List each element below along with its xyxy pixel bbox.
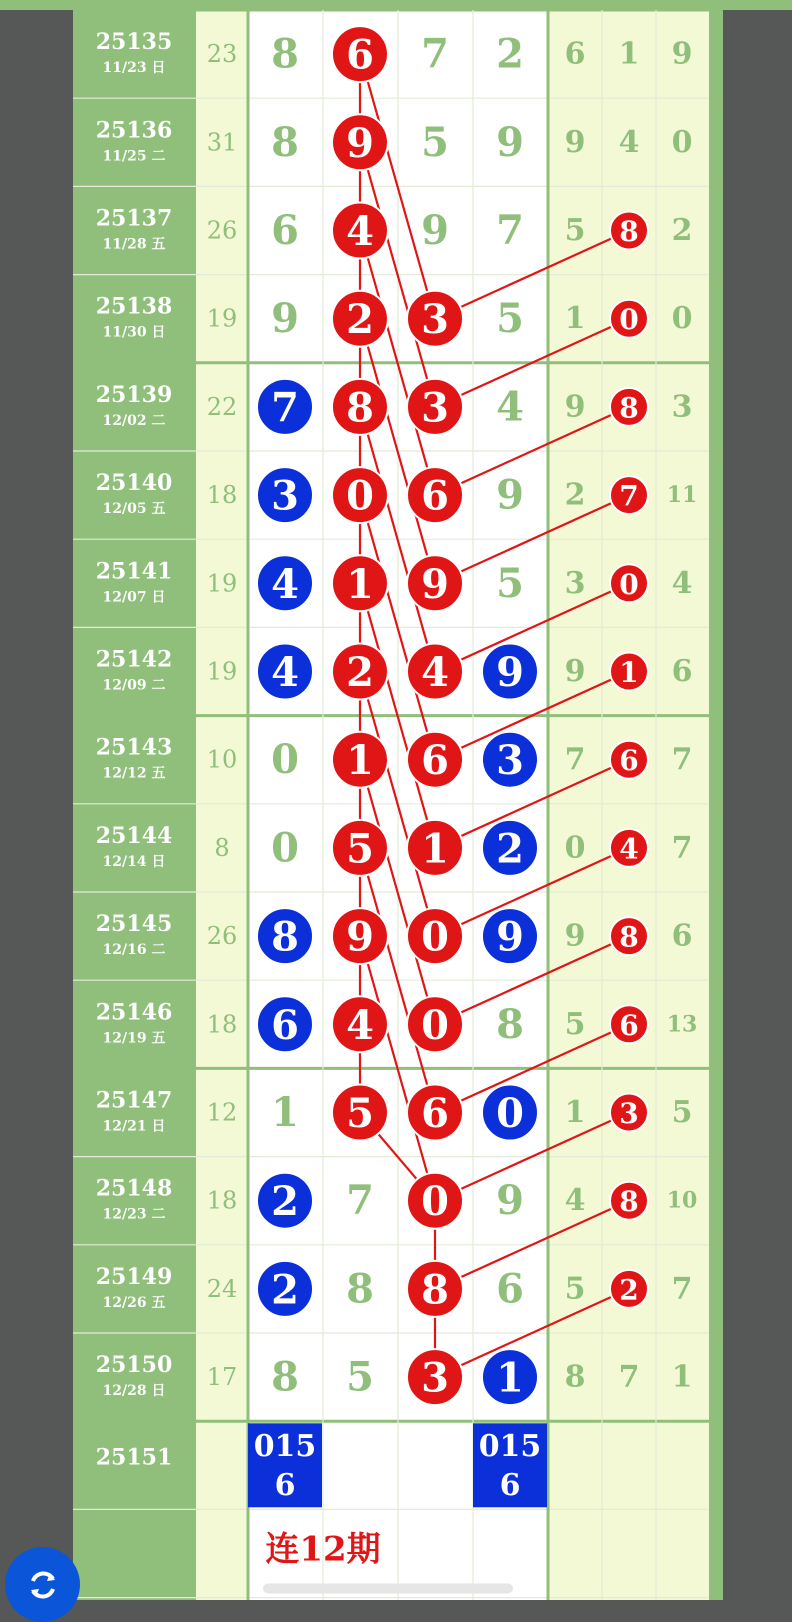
ball-digit: 0: [421, 1001, 449, 1049]
ball-digit: 3: [619, 1097, 639, 1130]
issue-number: 25137: [95, 205, 173, 232]
issue-date: 12/26 五: [102, 1294, 166, 1311]
tail-digit: 5: [671, 1095, 693, 1130]
issue-number: 25147: [95, 1087, 173, 1114]
digit: 5: [346, 1353, 374, 1401]
sum-value: 31: [206, 128, 238, 157]
ball-digit: 0: [496, 1090, 524, 1137]
ball-digit: 4: [271, 649, 299, 696]
issue-date: 12/02 二: [102, 412, 166, 429]
digit: 9: [496, 1177, 524, 1225]
digit: 9: [271, 295, 299, 343]
issue-date: 12/12 五: [102, 765, 166, 782]
ball-digit: 8: [619, 920, 639, 954]
tail-digit: 7: [671, 742, 693, 778]
sum-value: 24: [206, 1274, 238, 1303]
sum-value: 18: [206, 481, 238, 510]
tail-digit: 7: [671, 830, 693, 866]
digit: 6: [496, 1265, 524, 1313]
tail-digit: 9: [564, 918, 586, 954]
tail-digit: 9: [564, 389, 586, 425]
ball-digit: 6: [421, 1090, 449, 1137]
ball-digit: 8: [619, 215, 639, 248]
issue-date: 11/28 五: [102, 236, 166, 253]
ball-digit: 6: [346, 31, 374, 79]
next-issue-number: 25151: [95, 1444, 173, 1471]
ball-digit: 2: [496, 825, 524, 873]
ball-digit: 3: [496, 737, 524, 785]
digit: 8: [496, 1000, 524, 1048]
issue-date: 12/16 二: [102, 942, 166, 959]
ball-digit: 5: [346, 825, 374, 873]
digit: 5: [496, 559, 524, 607]
sum-value: 19: [206, 304, 238, 333]
tail-digit: 8: [564, 1359, 586, 1395]
issue-date: 12/19 五: [102, 1030, 166, 1047]
issue-number: 25140: [95, 470, 173, 497]
ball-digit: 9: [346, 913, 374, 961]
tail-digit: 2: [564, 477, 586, 513]
ball-digit: 4: [346, 208, 374, 255]
issue-number: 25146: [95, 999, 173, 1026]
tail-digit: 1: [671, 1359, 693, 1395]
ball-digit: 8: [421, 1266, 449, 1314]
tail-digit: 5: [564, 213, 586, 248]
ball-digit: 3: [421, 384, 449, 432]
tail-digit: 4: [618, 124, 640, 160]
tail-digit: 5: [564, 1006, 586, 1042]
sum-value: 19: [206, 657, 238, 686]
ball-digit: 1: [496, 1354, 524, 1402]
tail-digit: 4: [564, 1183, 586, 1219]
ball-digit: 2: [346, 649, 374, 696]
ball-digit: 2: [271, 1178, 299, 1226]
sum-value: 17: [206, 1363, 238, 1392]
sum-value: 26: [206, 216, 238, 245]
tail-digit: 1: [618, 36, 640, 72]
tail-digit: 7: [564, 742, 586, 778]
issue-date: 12/09 二: [102, 677, 166, 694]
tail-digit: 9: [671, 36, 693, 72]
sum-value: 18: [206, 1010, 238, 1039]
ball-digit: 8: [346, 384, 374, 432]
prediction-digits: 015: [478, 1428, 542, 1464]
prediction-digits: 6: [499, 1467, 521, 1503]
ball-digit: 6: [619, 744, 639, 778]
tail-digit: 0: [671, 301, 693, 337]
issue-date: 12/21 日: [102, 1118, 166, 1135]
ball-digit: 6: [271, 1001, 299, 1049]
tail-digit: 5: [564, 1271, 586, 1307]
right-edge-bg: [709, 10, 723, 1600]
tail-digit: 9: [564, 654, 586, 689]
ball-digit: 1: [421, 825, 449, 873]
digit: 7: [421, 30, 449, 78]
issue-number: 25139: [95, 381, 173, 408]
ball-digit: 4: [619, 832, 639, 866]
prediction-digits: 015: [253, 1428, 317, 1464]
tail-digit: 9: [564, 124, 586, 160]
tail-digit: 6: [671, 654, 693, 689]
sum-value: 8: [214, 833, 230, 862]
digit: 2: [496, 30, 524, 78]
digit: 1: [271, 1089, 299, 1136]
refresh-icon: [23, 1565, 63, 1605]
issue-date: 12/28 日: [102, 1383, 166, 1400]
issue-number: 25142: [95, 646, 173, 673]
sum-value: 22: [206, 392, 238, 421]
ball-digit: 1: [619, 656, 639, 689]
sum-value: 19: [206, 569, 238, 598]
issue-number: 25141: [95, 558, 173, 585]
trend-chart-panel: [73, 10, 723, 1600]
digit: 6: [271, 207, 299, 254]
sum-value: 26: [206, 922, 238, 951]
sum-value: 10: [206, 745, 238, 774]
digit: 8: [271, 118, 299, 166]
ball-digit: 3: [421, 1354, 449, 1402]
issue-number: 25135: [95, 29, 173, 56]
digit: 4: [496, 383, 524, 431]
ball-digit: 0: [421, 1178, 449, 1226]
ball-digit: 0: [421, 913, 449, 961]
issue-date: 12/23 二: [102, 1206, 166, 1223]
sum-value: 18: [206, 1186, 238, 1215]
issue-number: 25149: [95, 1263, 173, 1290]
digit: 9: [421, 207, 449, 254]
ball-digit: 5: [346, 1090, 374, 1137]
digit: 9: [496, 118, 524, 166]
ball-digit: 0: [619, 303, 639, 337]
issue-number: 25136: [95, 117, 173, 144]
tail-digit: 1: [564, 1095, 586, 1130]
ball-digit: 2: [619, 1273, 639, 1307]
issue-date: 12/07 日: [102, 589, 166, 606]
issue-date: 11/23 日: [102, 60, 166, 77]
issue-number: 25143: [95, 734, 173, 761]
issue-number: 25138: [95, 293, 173, 320]
scroll-indicator: [263, 1584, 513, 1594]
tail-digit: 0: [564, 830, 586, 866]
ball-digit: 4: [271, 560, 299, 608]
issue-number: 25150: [95, 1352, 173, 1379]
issue-number: 25148: [95, 1175, 173, 1202]
tail-digit: 0: [671, 124, 693, 160]
ball-digit: 1: [346, 560, 374, 608]
tail-digit: 3: [564, 565, 586, 601]
tail-digit: 1: [564, 301, 586, 337]
ball-digit: 8: [619, 391, 639, 425]
digit: 0: [271, 736, 299, 784]
digit: 8: [271, 1353, 299, 1401]
tail-digit: 11: [666, 482, 698, 509]
ball-digit: 0: [346, 472, 374, 520]
ball-digit: 9: [421, 560, 449, 608]
digit: 7: [346, 1177, 374, 1225]
ball-digit: 9: [496, 649, 524, 696]
digit: 9: [496, 471, 524, 519]
issue-number: 25145: [95, 911, 173, 938]
digit: 5: [421, 118, 449, 166]
issue-date: 12/14 日: [102, 853, 166, 870]
tail-digit: 10: [666, 1187, 698, 1214]
ball-digit: 8: [619, 1185, 639, 1219]
streak-label: 连12期: [265, 1529, 381, 1570]
ball-digit: 8: [271, 913, 299, 961]
ball-digit: 0: [619, 567, 639, 601]
top-bar: [0, 0, 792, 10]
digit: 8: [271, 30, 299, 78]
ball-digit: 9: [346, 119, 374, 167]
tail-digit: 6: [564, 36, 586, 72]
sum-column-bg: [196, 10, 248, 1600]
sum-value: 12: [206, 1098, 238, 1127]
ball-digit: 3: [271, 472, 299, 520]
ball-digit: 7: [271, 384, 299, 432]
tail-digit: 6: [671, 918, 693, 954]
tail-digit: 7: [618, 1359, 640, 1395]
ball-digit: 1: [346, 737, 374, 785]
issue-number: 25144: [95, 822, 173, 849]
ball-digit: 9: [496, 913, 524, 961]
ball-digit: 4: [421, 649, 449, 696]
refresh-button[interactable]: [5, 1547, 80, 1622]
ball-digit: 6: [421, 737, 449, 785]
issue-date: 12/05 五: [102, 501, 166, 518]
ball-digit: 6: [619, 1008, 639, 1042]
digit: 0: [271, 824, 299, 872]
prediction-digits: 6: [274, 1467, 296, 1503]
ball-digit: 3: [421, 296, 449, 344]
digit: 5: [496, 295, 524, 343]
ball-digit: 2: [346, 296, 374, 344]
issue-date: 11/25 二: [102, 148, 166, 165]
sum-value: 23: [206, 40, 238, 69]
tail-digit: 3: [671, 389, 693, 425]
trend-chart: [73, 10, 723, 1600]
tail-digit: 7: [671, 1271, 693, 1307]
ball-digit: 4: [346, 1001, 374, 1049]
issue-date: 11/30 日: [102, 324, 166, 341]
tail-digit: 4: [671, 565, 693, 601]
ball-digit: 6: [421, 472, 449, 520]
tail-digit: 13: [666, 1011, 698, 1038]
digit: 8: [346, 1265, 374, 1313]
ball-digit: 7: [619, 479, 639, 513]
ball-digit: 2: [271, 1266, 299, 1314]
tail-digit: 2: [671, 213, 693, 248]
digit: 7: [496, 207, 524, 254]
